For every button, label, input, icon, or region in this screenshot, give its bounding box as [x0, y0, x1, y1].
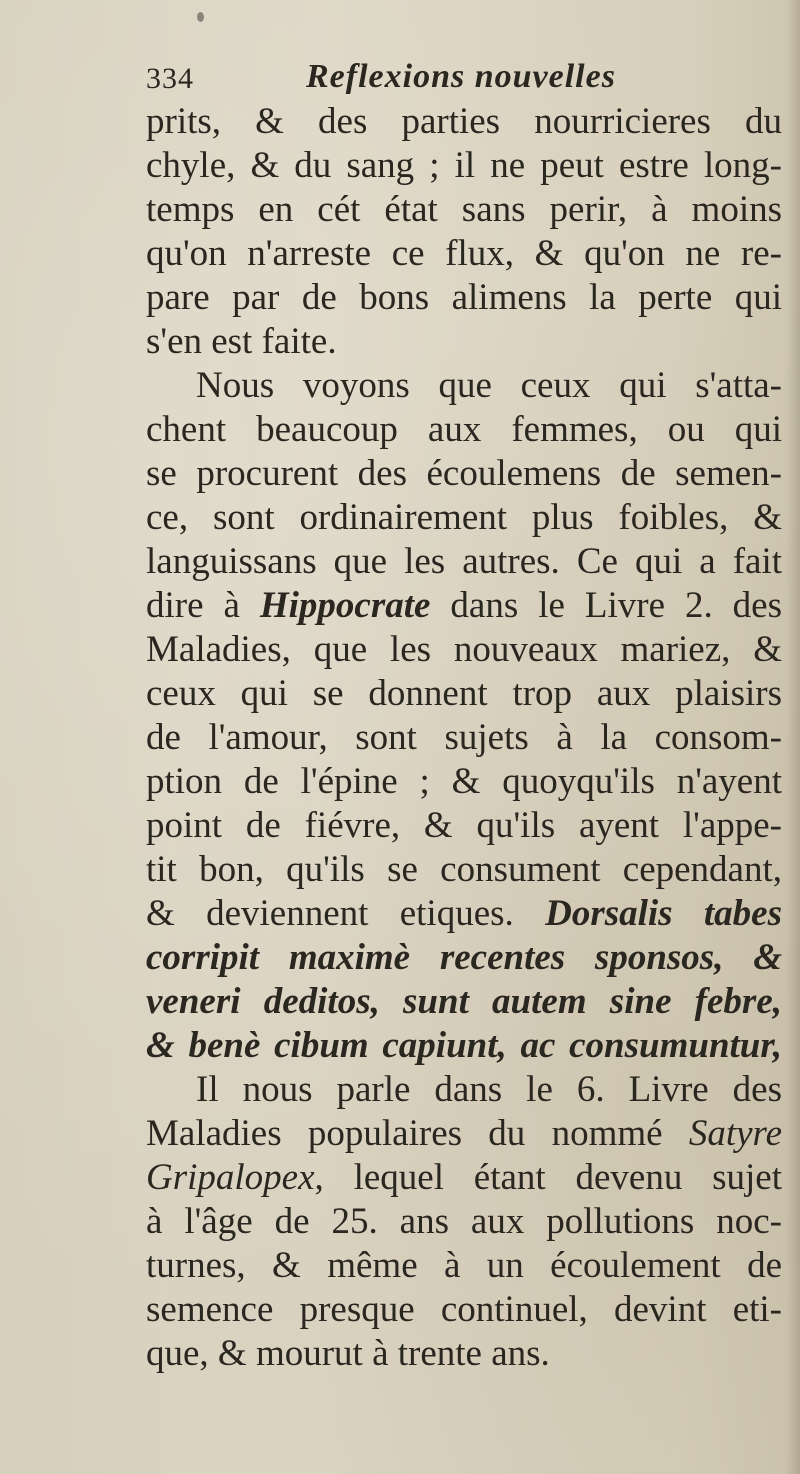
text-line: turnes, & même à un écoulement de	[146, 1245, 782, 1286]
text-line: & deviennent etiques. Dorsalis tabes	[146, 893, 782, 934]
text-line: ption de l'épine ; & quoyqu'ils n'ayent	[146, 761, 782, 802]
latin-quote-line: veneri deditos, sunt autem sine febre,	[146, 981, 782, 1022]
text-line: point de fiévre, & qu'ils ayent l'appe-	[146, 805, 782, 846]
text-line: à l'âge de 25. ans aux pollutions noc-	[146, 1201, 782, 1242]
paragraph-start-line: Il nous parle dans le 6. Livre des	[196, 1069, 782, 1110]
text-line: de l'amour, sont sujets à la consom-	[146, 717, 782, 758]
text-line: chent beaucoup aux femmes, ou qui	[146, 409, 782, 450]
text-line: pare par de bons alimens la perte qui	[146, 277, 782, 318]
author-name-hippocrate: Hippocrate	[259, 585, 431, 626]
text-line: Maladies, que les nouveaux mariez, &	[146, 629, 782, 670]
page-number: 334	[146, 62, 194, 95]
latin-quote-line: corripit maximè recentes sponsos, &	[146, 937, 782, 978]
body-text	[146, 100, 782, 1376]
text-line: temps en cét état sans perir, à moins	[146, 189, 782, 230]
text-line: ceux qui se donnent trop aux plaisirs	[146, 673, 782, 714]
text-line: se procurent des écoulemens de semen-	[146, 453, 782, 494]
ink-spot	[197, 12, 204, 22]
text-line: prits, & des parties nourricieres du	[146, 101, 782, 142]
text-line: qu'on n'arreste ce flux, & qu'on ne re-	[146, 233, 782, 274]
running-title: Reflexions nouvelles	[306, 58, 616, 95]
text-line: Maladies populaires du nommé Satyre	[146, 1113, 782, 1154]
text-line: tit bon, qu'ils se consument cependant,	[146, 849, 782, 890]
latin-quote: Dorsalis tabes	[545, 893, 782, 934]
text-line: que, & mourut à trente ans.	[146, 1333, 550, 1374]
person-name: Satyre	[688, 1113, 782, 1154]
paragraph-start-line: Nous voyons que ceux qui s'atta-	[196, 365, 782, 406]
text-line: ce, sont ordinairement plus foibles, &	[146, 497, 782, 538]
latin-quote-line: & benè cibum capiunt, ac consumuntur,	[146, 1025, 782, 1066]
text-line: semence presque continuel, devint eti-	[146, 1289, 782, 1330]
text-line: dire à Hippocrate dans le Livre 2. des	[146, 585, 782, 626]
text-line: Gripalopex, lequel étant devenu sujet	[146, 1157, 782, 1198]
person-name: Gripalopex	[146, 1157, 315, 1198]
page-edge-shadow	[786, 0, 800, 1474]
page-header	[146, 56, 766, 102]
text-line: chyle, & du sang ; il ne peut estre long-	[146, 145, 782, 186]
text-line: s'en est faite.	[146, 321, 337, 362]
text-line: languissans que les autres. Ce qui a fait	[146, 541, 782, 582]
